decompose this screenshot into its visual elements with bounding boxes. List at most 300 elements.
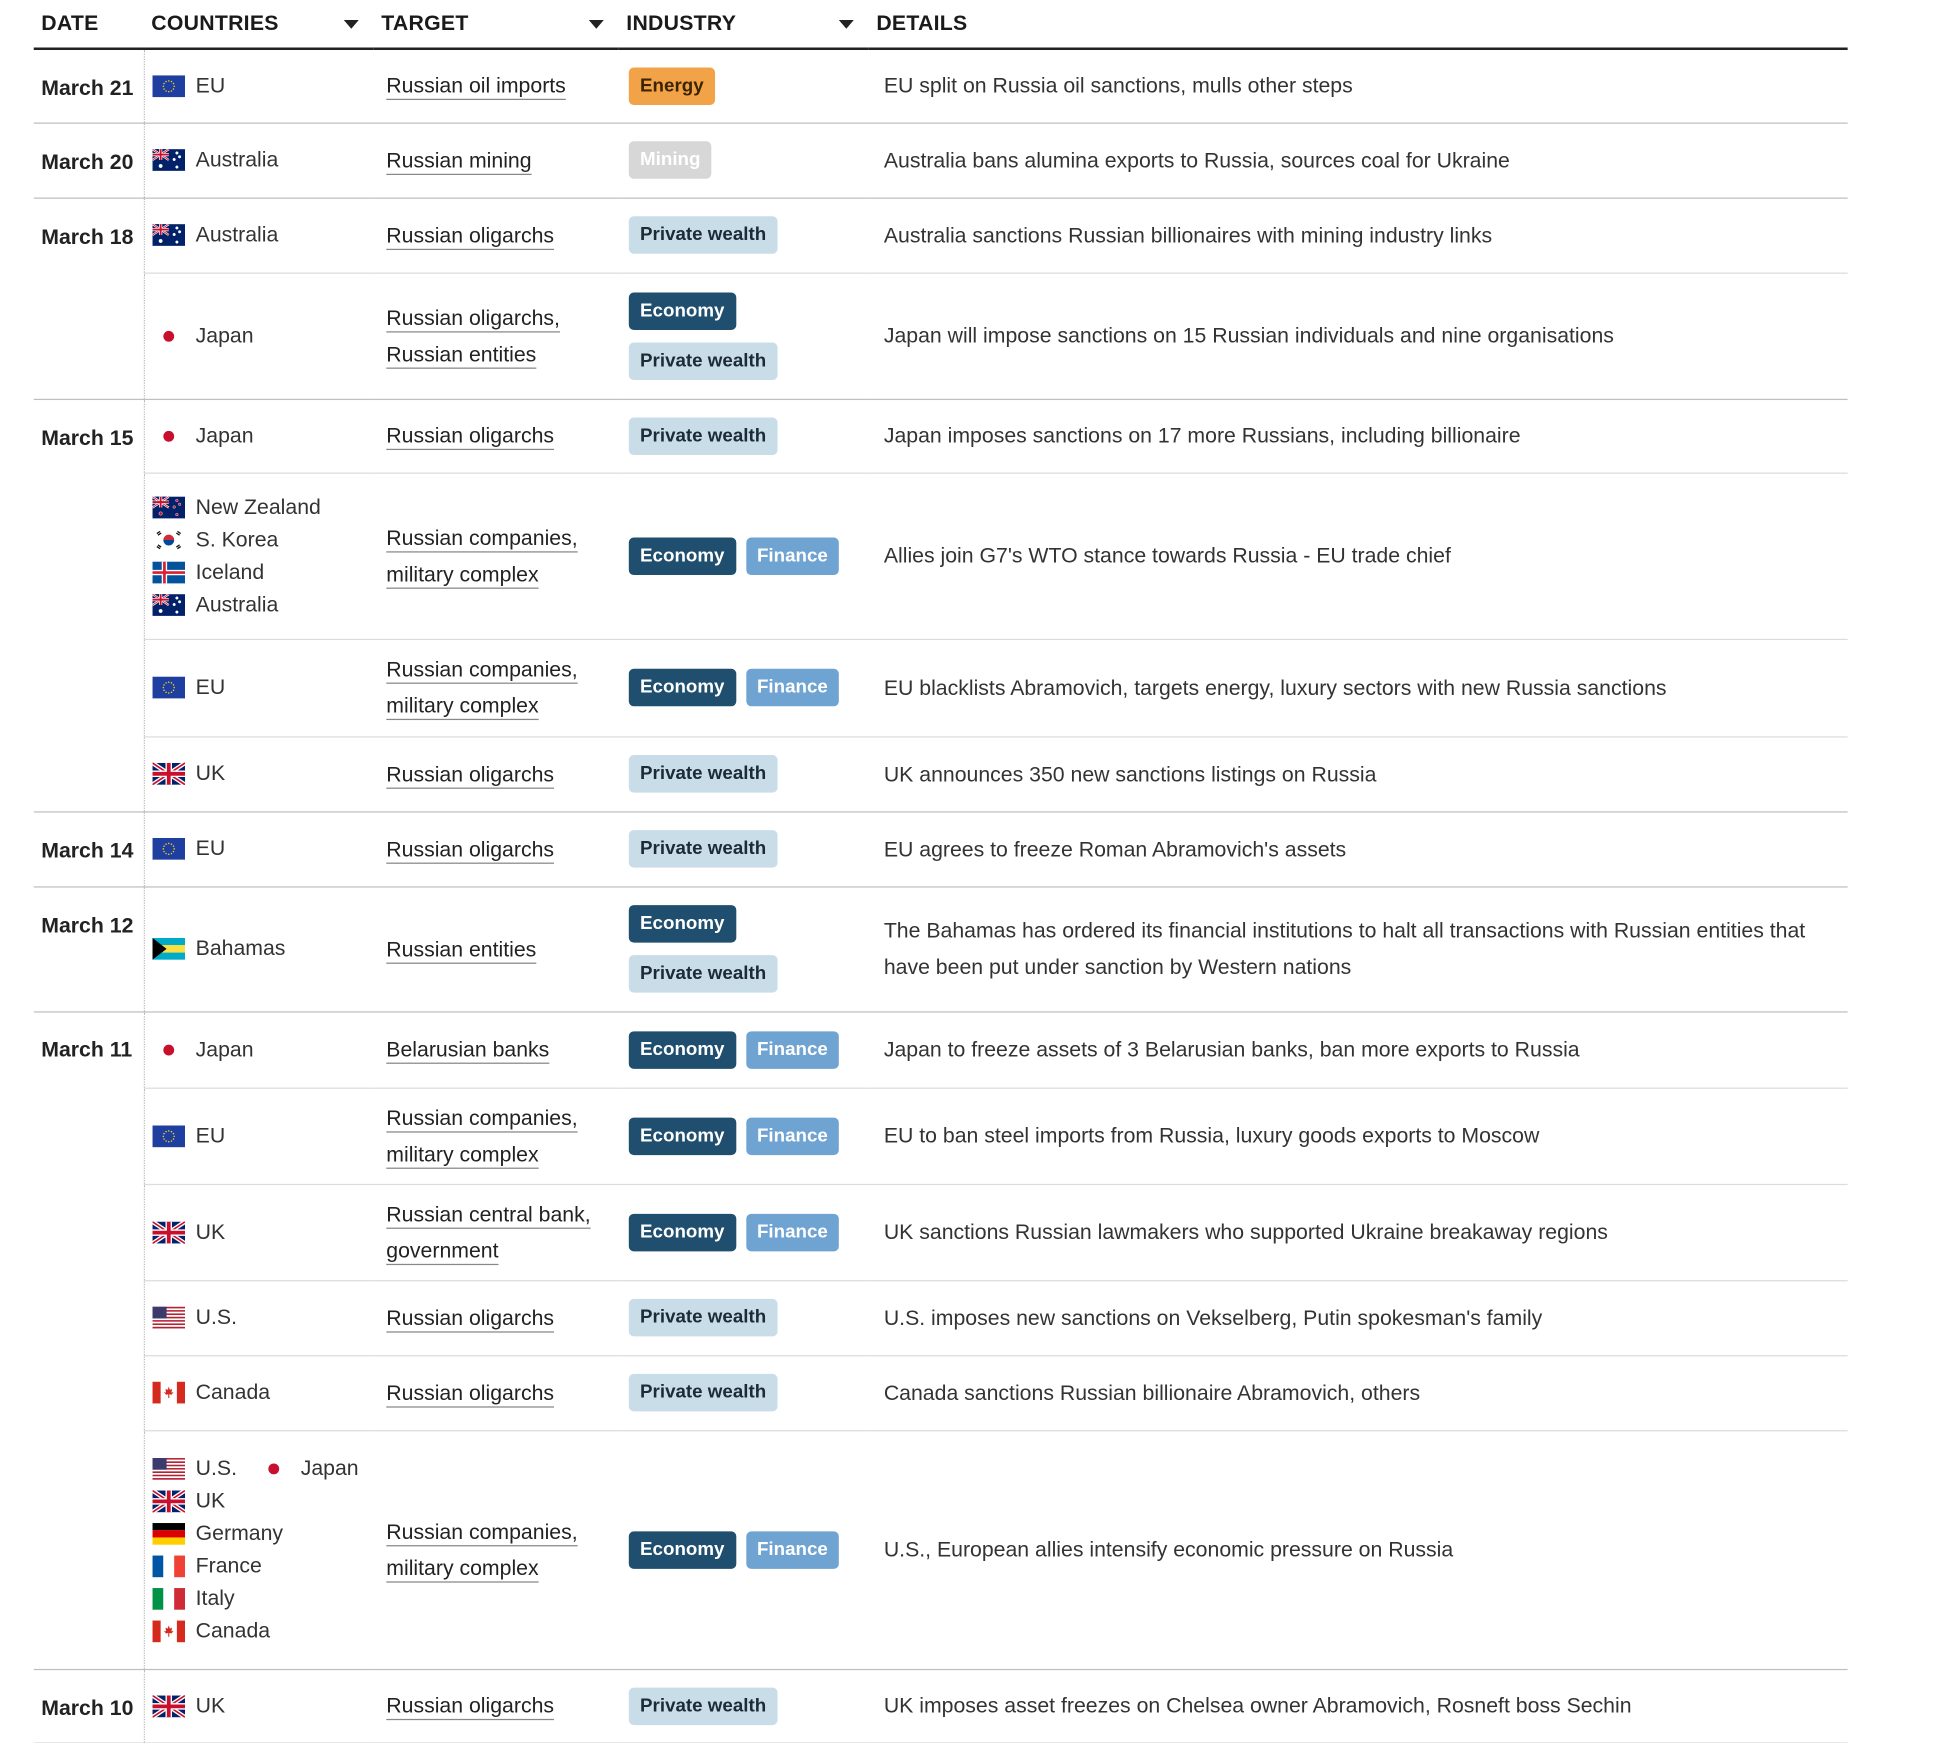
- industry-tag-energy[interactable]: Energy: [629, 67, 715, 105]
- column-header-target-label: TARGET: [381, 11, 469, 36]
- details-text[interactable]: UK imposes asset freezes on Chelsea owner Abramovich, Rosneft boss Sechin: [883, 1693, 1632, 1718]
- industry-cell: [619, 1184, 869, 1280]
- industry-tag-private-wealth[interactable]: Private wealth: [629, 1299, 778, 1337]
- countries-cell: [144, 1669, 374, 1743]
- country-bahamas: [152, 936, 286, 961]
- dropdown-caret-icon[interactable]: [344, 19, 359, 28]
- industry-tag-economy[interactable]: Economy: [629, 669, 736, 707]
- australia-flag-icon: [152, 593, 185, 616]
- date-cell: [34, 1669, 144, 1743]
- industry-tags: [629, 216, 862, 254]
- industry-tag-private-wealth[interactable]: Private wealth: [629, 1687, 778, 1725]
- country-canada: [152, 1380, 270, 1405]
- table-row: [34, 1088, 1848, 1184]
- industry-tags: [629, 830, 862, 868]
- country-list: [152, 1693, 366, 1718]
- industry-cell: [619, 473, 869, 639]
- industry-tag-economy[interactable]: Economy: [629, 1031, 736, 1069]
- row-date: March 15: [41, 425, 134, 450]
- target-link[interactable]: Russian oil imports: [386, 74, 566, 98]
- table-row: [34, 1184, 1848, 1280]
- details-text[interactable]: EU blacklists Abramovich, targets energy, luxury sectors with new Russia sanctions: [883, 675, 1667, 700]
- country-line: [152, 1488, 366, 1513]
- column-header-countries-label: COUNTRIES: [151, 11, 279, 36]
- details-text[interactable]: The Bahamas has ordered its financial institutions to halt all transactions with Russian entities that have been put under sanction by Western nations: [883, 918, 1806, 979]
- date-cell: [34, 811, 144, 886]
- target-cell: [374, 123, 619, 198]
- industry-tag-economy[interactable]: Economy: [629, 537, 736, 575]
- countries-cell: [144, 1430, 374, 1669]
- country-name: EU: [195, 1123, 226, 1147]
- row-date: March 12: [41, 913, 134, 937]
- country-name: Japan: [195, 423, 254, 447]
- countries-cell: [144, 811, 374, 886]
- column-header-date-label: DATE: [41, 11, 99, 36]
- country-line: [152, 1037, 366, 1062]
- industry-tag-private-wealth[interactable]: Private wealth: [629, 342, 778, 380]
- date-cell: [34, 1011, 144, 1669]
- germany-flag-icon: [152, 1522, 185, 1545]
- industry-tags: [629, 669, 862, 707]
- country-line: [152, 527, 366, 552]
- industry-cell: [619, 399, 869, 473]
- industry-tag-private-wealth[interactable]: Private wealth: [629, 216, 778, 254]
- industry-tags: [629, 905, 862, 993]
- industry-tag-private-wealth[interactable]: Private wealth: [629, 417, 778, 455]
- target-cell: [374, 399, 619, 473]
- country-list: [152, 323, 366, 348]
- country-line: [152, 936, 366, 961]
- country-list: [152, 1305, 366, 1330]
- details-text[interactable]: U.S. imposes new sanctions on Vekselberg, Putin spokesman's family: [883, 1305, 1543, 1330]
- target-cell: [374, 639, 619, 737]
- country-eu: [152, 73, 225, 98]
- countries-cell: [144, 273, 374, 399]
- country-list: [152, 936, 366, 961]
- details-text[interactable]: Australia bans alumina exports to Russia, sources coal for Ukraine: [883, 148, 1510, 172]
- target-link[interactable]: Russian oligarchs: [386, 1693, 555, 1718]
- country-line: [152, 73, 366, 98]
- country-u-s: [152, 1305, 237, 1330]
- country-canada: [152, 1618, 270, 1643]
- country-line: [152, 592, 366, 617]
- country-list: [152, 1037, 366, 1062]
- eu-flag-icon: [152, 676, 185, 699]
- country-list: [152, 1380, 366, 1405]
- industry-cell: [619, 1355, 869, 1430]
- column-header-industry-label: INDUSTRY: [626, 11, 737, 36]
- country-name: Japan: [195, 323, 254, 347]
- column-header-target[interactable]: [374, 0, 619, 49]
- table-row: [34, 273, 1848, 399]
- date-cell: [34, 198, 144, 399]
- target-cell: [374, 273, 619, 399]
- industry-cell: [619, 811, 869, 886]
- row-date: March 11: [41, 1036, 133, 1061]
- industry-tag-economy[interactable]: Economy: [629, 1117, 736, 1155]
- target-cell: [374, 1355, 619, 1430]
- table-header: [34, 0, 1848, 49]
- country-line: [152, 1618, 366, 1643]
- country-eu: [152, 836, 225, 861]
- countries-cell: [144, 639, 374, 737]
- target-link[interactable]: Russian companies,: [386, 1105, 578, 1130]
- industry-tags: [629, 755, 862, 793]
- industry-cell: [619, 1011, 869, 1087]
- country-france: [152, 1553, 262, 1578]
- industry-cell: [619, 123, 869, 198]
- country-italy: [152, 1586, 235, 1611]
- date-cell: [34, 123, 144, 198]
- target-cell: [374, 1280, 619, 1355]
- industry-cell: [619, 886, 869, 1011]
- countries-cell: [144, 198, 374, 273]
- target-link[interactable]: Russian entities: [386, 341, 537, 366]
- country-line: [152, 675, 366, 700]
- country-list: [152, 494, 366, 617]
- country-list: [152, 148, 366, 173]
- uk-flag-icon: [152, 1221, 185, 1244]
- industry-tag-economy[interactable]: Economy: [629, 905, 736, 943]
- industry-tag-economy[interactable]: Economy: [629, 1531, 736, 1569]
- row-date: March 14: [41, 838, 134, 862]
- column-header-countries[interactable]: [144, 0, 374, 49]
- country-line: [152, 836, 366, 861]
- industry-tag-private-wealth[interactable]: Private wealth: [629, 1374, 778, 1412]
- country-list: [152, 675, 366, 700]
- country-name: U.S.: [195, 1455, 237, 1480]
- target-cell: [374, 1011, 619, 1087]
- country-line: [152, 494, 366, 519]
- australia-flag-icon: [152, 149, 185, 172]
- target-link[interactable]: Russian central bank,: [386, 1201, 591, 1226]
- target-cell: [374, 49, 619, 123]
- countries-cell: [144, 886, 374, 1011]
- details-text[interactable]: EU agrees to freeze Roman Abramovich's assets: [883, 836, 1347, 861]
- country-name: Germany: [195, 1520, 284, 1545]
- new-zealand-flag-icon: [152, 496, 185, 519]
- dropdown-caret-icon[interactable]: [839, 19, 854, 28]
- target-link[interactable]: government: [386, 1238, 499, 1262]
- u-s-flag-icon: [152, 1306, 185, 1329]
- country-name: Italy: [195, 1585, 235, 1610]
- country-iceland: [152, 559, 264, 584]
- date-cell: [34, 399, 144, 812]
- japan-flag-icon: [152, 424, 185, 447]
- eu-flag-icon: [152, 1124, 185, 1147]
- countries-cell: [144, 1184, 374, 1280]
- details-text[interactable]: Canada sanctions Russian billionaire Abramovich, others: [883, 1380, 1421, 1405]
- country-s-korea: [152, 527, 278, 552]
- uk-flag-icon: [152, 1489, 185, 1512]
- industry-tag-finance[interactable]: Finance: [746, 669, 839, 707]
- target-link[interactable]: Russian mining: [386, 148, 532, 172]
- target-link[interactable]: Russian oligarchs: [386, 836, 555, 861]
- country-name: Australia: [195, 147, 279, 172]
- bahamas-flag-icon: [152, 938, 185, 961]
- target-cell: [374, 1669, 619, 1743]
- country-line: [152, 1219, 366, 1244]
- date-cell: [34, 49, 144, 123]
- table-row: [34, 1669, 1848, 1743]
- industry-cell: [619, 1669, 869, 1743]
- table-row: [34, 639, 1848, 737]
- country-line: [152, 1553, 366, 1578]
- country-australia: [152, 592, 278, 617]
- target-link[interactable]: military complex: [386, 561, 539, 586]
- details-text[interactable]: EU split on Russia oil sanctions, mulls other steps: [883, 74, 1353, 98]
- country-name: UK: [195, 1219, 226, 1244]
- industry-tags: [629, 1117, 862, 1155]
- details-text[interactable]: Australia sanctions Russian billionaires with mining industry links: [883, 223, 1493, 247]
- target-cell: [374, 473, 619, 639]
- country-name: S. Korea: [195, 526, 279, 551]
- uk-flag-icon: [152, 1695, 185, 1718]
- table-row: [34, 399, 1848, 473]
- table-row: [34, 1355, 1848, 1430]
- table-row: [34, 1280, 1848, 1355]
- country-list: [152, 423, 366, 448]
- industry-cell: [619, 639, 869, 737]
- countries-cell: [144, 49, 374, 123]
- industry-tag-mining[interactable]: Mining: [629, 141, 712, 179]
- japan-flag-icon: [257, 1457, 290, 1480]
- table-row: [34, 198, 1848, 273]
- country-japan: [152, 1037, 254, 1062]
- details-text[interactable]: UK announces 350 new sanctions listings on Russia: [883, 761, 1377, 786]
- row-date: March 18: [41, 224, 134, 249]
- table-row: [34, 811, 1848, 886]
- industry-tag-finance[interactable]: Finance: [746, 1213, 839, 1251]
- column-header-date[interactable]: [34, 0, 144, 49]
- target-cell: [374, 886, 619, 1011]
- date-cell: [34, 886, 144, 1011]
- country-eu: [152, 675, 225, 700]
- industry-tags: [629, 417, 862, 455]
- target-link[interactable]: Russian companies,: [386, 525, 578, 550]
- countries-cell: [144, 1355, 374, 1430]
- industry-cell: [619, 1430, 869, 1669]
- country-uk: [152, 1488, 225, 1513]
- country-line: [152, 148, 366, 173]
- u-s-flag-icon: [152, 1457, 185, 1480]
- country-uk: [152, 1219, 225, 1244]
- country-line: [152, 559, 366, 584]
- table-row: [34, 473, 1848, 639]
- country-australia: [152, 148, 278, 173]
- target-link[interactable]: military complex: [386, 693, 539, 718]
- table-row: [34, 736, 1848, 811]
- country-name: U.S.: [195, 1305, 237, 1329]
- country-name: Canada: [195, 1618, 271, 1643]
- country-name: Iceland: [195, 559, 265, 584]
- country-uk: [152, 1693, 225, 1718]
- row-date: March 10: [41, 1695, 134, 1720]
- target-link[interactable]: Russian oligarchs: [386, 1305, 555, 1330]
- country-line: [152, 223, 366, 248]
- country-eu: [152, 1123, 225, 1148]
- industry-tag-economy[interactable]: Economy: [629, 1213, 736, 1251]
- country-name: Australia: [195, 591, 279, 616]
- industry-tags: [629, 1299, 862, 1337]
- industry-tags: [629, 1213, 862, 1251]
- country-name: UK: [195, 1693, 226, 1718]
- canada-flag-icon: [152, 1381, 185, 1404]
- country-japan: [152, 323, 254, 348]
- target-cell: [374, 1430, 619, 1669]
- country-list: [152, 836, 366, 861]
- australia-flag-icon: [152, 224, 185, 247]
- country-name: France: [195, 1553, 262, 1578]
- country-name: EU: [195, 675, 226, 699]
- industry-tags: [629, 1374, 862, 1412]
- table-row: [34, 1011, 1848, 1087]
- table-row: [34, 49, 1848, 123]
- industry-tag-finance[interactable]: Finance: [746, 1531, 839, 1569]
- country-name: Japan: [300, 1455, 359, 1480]
- target-cell: [374, 736, 619, 811]
- industry-tags: [629, 292, 862, 380]
- country-line: [152, 1693, 366, 1718]
- details-text[interactable]: UK sanctions Russian lawmakers who supported Ukraine breakaway regions: [883, 1220, 1608, 1244]
- table-row: [34, 886, 1848, 1011]
- target-link[interactable]: Russian companies,: [386, 657, 578, 682]
- target-link[interactable]: Russian entities: [386, 936, 537, 961]
- country-list: [152, 223, 366, 248]
- country-name: UK: [195, 761, 226, 786]
- target-link[interactable]: Russian oligarchs: [386, 1380, 555, 1405]
- target-link[interactable]: military complex: [386, 1555, 539, 1580]
- dropdown-caret-icon[interactable]: [589, 19, 604, 28]
- countries-cell: [144, 123, 374, 198]
- industry-cell: [619, 1280, 869, 1355]
- details-text[interactable]: EU to ban steel imports from Russia, luxury goods exports to Moscow: [883, 1123, 1540, 1148]
- industry-tag-finance[interactable]: Finance: [746, 1031, 839, 1069]
- countries-cell: [144, 1011, 374, 1087]
- details-text[interactable]: Japan to freeze assets of 3 Belarusian banks, ban more exports to Russia: [883, 1037, 1580, 1062]
- target-link[interactable]: Russian oligarchs,: [386, 305, 560, 330]
- column-header-industry[interactable]: [619, 0, 869, 49]
- country-u-s: [152, 1456, 237, 1481]
- details-text[interactable]: Japan imposes sanctions on 17 more Russians, including billionaire: [883, 423, 1521, 448]
- country-name: New Zealand: [195, 494, 321, 519]
- industry-tags: [629, 537, 862, 575]
- row-date: March 20: [41, 149, 134, 174]
- country-name: Canada: [195, 1380, 271, 1404]
- country-line: [152, 1521, 366, 1546]
- details-text[interactable]: Japan will impose sanctions on 15 Russian individuals and nine organisations: [883, 323, 1614, 348]
- industry-tag-private-wealth[interactable]: Private wealth: [629, 755, 778, 793]
- country-line: [152, 1305, 366, 1330]
- eu-flag-icon: [152, 75, 185, 98]
- industry-tag-finance[interactable]: Finance: [746, 537, 839, 575]
- industry-cell: [619, 198, 869, 273]
- uk-flag-icon: [152, 763, 185, 786]
- japan-flag-icon: [152, 1038, 185, 1061]
- country-list: [152, 73, 366, 98]
- countries-cell: [144, 736, 374, 811]
- table-row: [34, 1430, 1848, 1669]
- country-australia: [152, 223, 278, 248]
- country-list: [152, 1219, 366, 1244]
- country-name: UK: [195, 1488, 226, 1512]
- country-name: EU: [195, 73, 226, 98]
- details-text[interactable]: U.S., European allies intensify economic pressure on Russia: [883, 1537, 1454, 1562]
- country-line: [152, 1123, 366, 1148]
- target-link[interactable]: Belarusian banks: [386, 1037, 550, 1062]
- country-list: [152, 1456, 366, 1644]
- country-japan: [152, 423, 254, 448]
- industry-cell: [619, 49, 869, 123]
- country-list: [152, 761, 366, 786]
- column-header-details: [869, 0, 1848, 49]
- target-link[interactable]: military complex: [386, 1141, 539, 1166]
- country-name: Bahamas: [195, 936, 286, 961]
- industry-tags: [629, 141, 862, 179]
- france-flag-icon: [152, 1554, 185, 1577]
- industry-tags: [629, 67, 862, 105]
- target-link[interactable]: Russian oligarchs: [386, 423, 555, 448]
- countries-cell: [144, 1280, 374, 1355]
- industry-tag-finance[interactable]: Finance: [746, 1117, 839, 1155]
- country-line: [152, 761, 366, 786]
- country-line: [152, 1380, 366, 1405]
- target-cell: [374, 811, 619, 886]
- countries-cell: [144, 399, 374, 473]
- country-germany: [152, 1521, 283, 1546]
- italy-flag-icon: [152, 1587, 185, 1610]
- industry-cell: [619, 736, 869, 811]
- countries-cell: [144, 473, 374, 639]
- countries-cell: [144, 1088, 374, 1184]
- target-link[interactable]: Russian oligarchs: [386, 223, 555, 247]
- target-link[interactable]: Russian oligarchs: [386, 761, 555, 786]
- target-cell: [374, 198, 619, 273]
- s-korea-flag-icon: [152, 528, 185, 551]
- eu-flag-icon: [152, 838, 185, 861]
- industry-tag-economy[interactable]: Economy: [629, 292, 736, 330]
- country-name: EU: [195, 836, 226, 861]
- country-line: [152, 323, 366, 348]
- country-new-zealand: [152, 494, 321, 519]
- industry-cell: [619, 273, 869, 399]
- japan-flag-icon: [152, 324, 185, 347]
- country-line: [152, 1456, 366, 1481]
- industry-tags: [629, 1031, 862, 1069]
- target-cell: [374, 1088, 619, 1184]
- table-row: [34, 123, 1848, 198]
- country-name: Japan: [195, 1036, 254, 1061]
- row-date: March 21: [41, 76, 134, 101]
- sanctions-table: [34, 0, 1848, 1743]
- country-name: Australia: [195, 222, 279, 247]
- country-list: [152, 1123, 366, 1148]
- industry-tags: [629, 1687, 862, 1725]
- industry-tags: [629, 1531, 862, 1569]
- target-link[interactable]: Russian companies,: [386, 1519, 578, 1544]
- column-header-details-label: DETAILS: [876, 11, 968, 36]
- industry-tag-private-wealth[interactable]: Private wealth: [629, 830, 778, 868]
- industry-tag-private-wealth[interactable]: Private wealth: [629, 955, 778, 993]
- country-japan: [257, 1456, 359, 1481]
- details-text[interactable]: Allies join G7's WTO stance towards Russia - EU trade chief: [883, 543, 1451, 568]
- iceland-flag-icon: [152, 561, 185, 584]
- country-uk: [152, 761, 225, 786]
- canada-flag-icon: [152, 1620, 185, 1643]
- target-cell: [374, 1184, 619, 1280]
- industry-cell: [619, 1088, 869, 1184]
- country-line: [152, 423, 366, 448]
